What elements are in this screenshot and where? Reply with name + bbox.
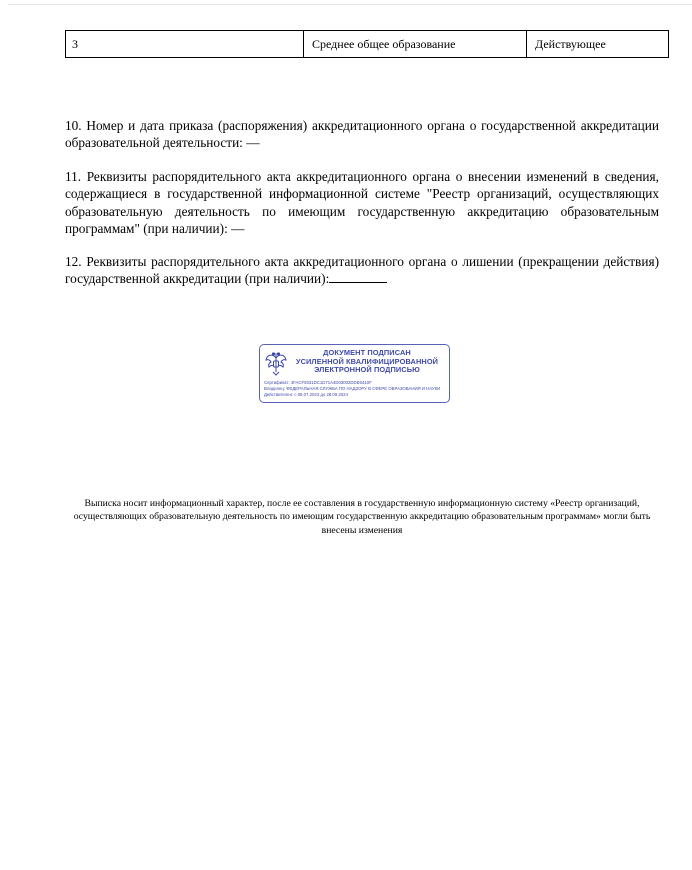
stamp-title-line: ЭЛЕКТРОННОЙ ПОДПИСЬЮ xyxy=(314,365,420,375)
education-programs-table xyxy=(65,30,669,58)
table-row xyxy=(66,31,669,58)
item-12-paragraph xyxy=(65,253,659,288)
electronic-signature-stamp xyxy=(259,344,450,403)
stamp-title xyxy=(288,349,446,375)
stamp-validity: Действителен: с 08.07.2023 до 28.09.2024 xyxy=(264,392,348,397)
stamp-title-line: ДОКУМЕНТ ПОДПИСАН xyxy=(323,348,411,357)
item-10-paragraph: 10. Номер и дата приказа (распоряжения) аккредитационного органа о государственной аккредитации образовательной деятельности: — xyxy=(65,118,659,151)
table-cell-education-level: Среднее общее образование xyxy=(304,31,527,58)
coat-of-arms-icon xyxy=(264,350,288,376)
stamp-certificate: Сертификат: 4FACF9331DC1D71A4D03002DDE6410F xyxy=(264,380,372,385)
item-12-text: 12. Реквизиты распорядительного акта аккредитационного органа о лишении (прекращении действия) государственной аккредитации (при наличии): xyxy=(65,254,659,287)
blank-underline xyxy=(329,270,387,283)
footer-disclaimer: Выписка носит информационный характер, после ее составления в государственную информационную систему «Реестр организаций, осуществляющих образовательную деятельность по имеющим государственную аккредитацию образовательным программам» могли быть внесены изменения xyxy=(73,498,651,536)
table-cell-number: 3 xyxy=(66,31,304,58)
stamp-owner: Владелец: ФЕДЕРАЛЬНАЯ СЛУЖБА ПО НАДЗОРУ В СФЕРЕ ОБРАЗОВАНИЯ И НАУКИ xyxy=(264,386,441,391)
table-cell-status: Действующее xyxy=(527,31,669,58)
stamp-title-line: УСИЛЕННОЙ КВАЛИФИЦИРОВАННОЙ xyxy=(295,356,439,366)
item-11-paragraph: 11. Реквизиты распорядительного акта аккредитационного органа о внесении изменений в сведения, содержащиеся в государственной информационной системе "Реестр организаций, осуществляющих образовательную деятельность по имеющим государственную аккредитацию образовательным программам" (при наличии): — xyxy=(65,169,659,237)
page-top-border xyxy=(8,4,692,5)
